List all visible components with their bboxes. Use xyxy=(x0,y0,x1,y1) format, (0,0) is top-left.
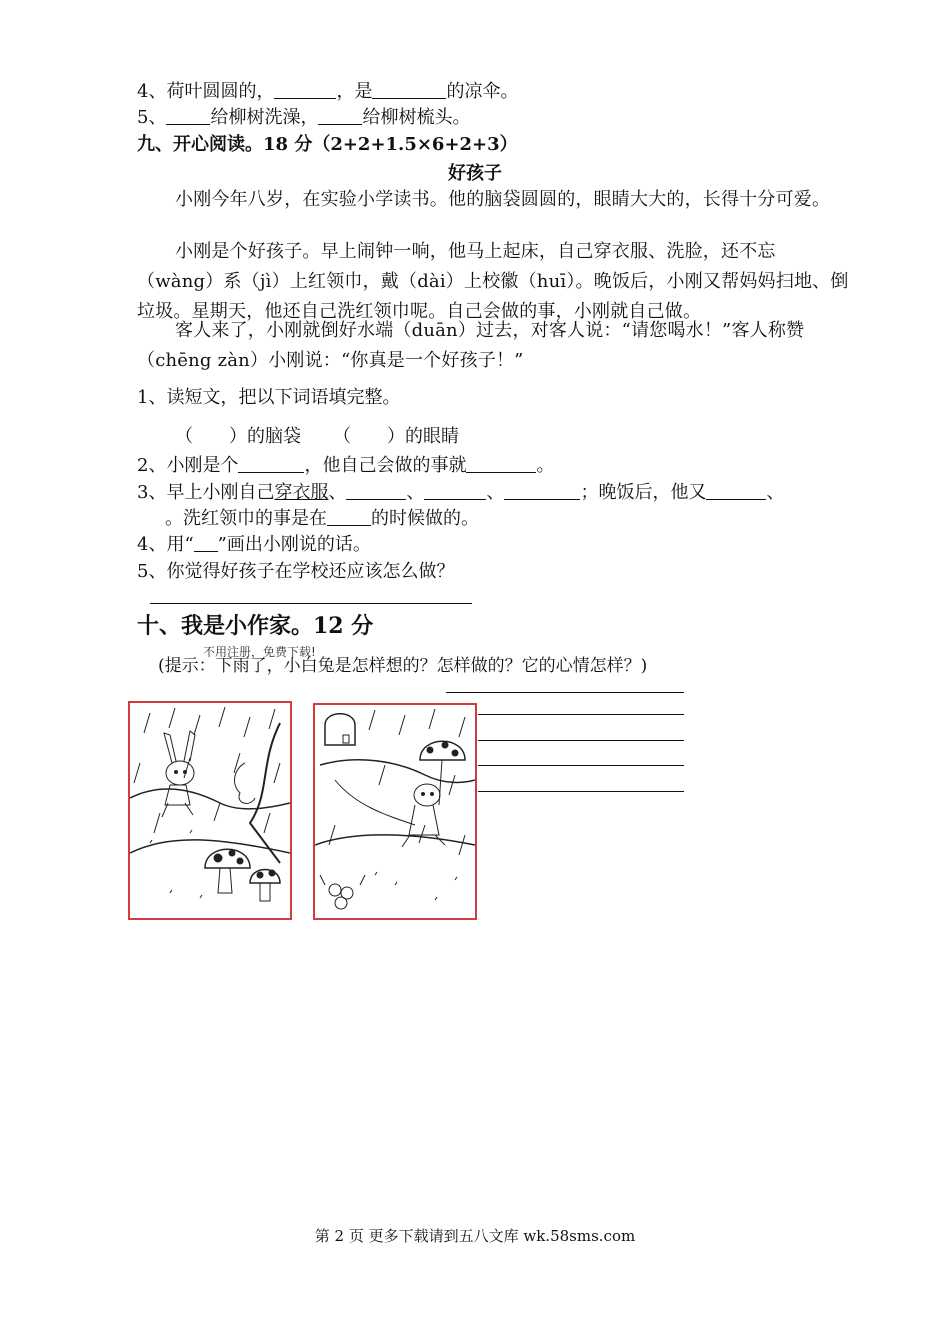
item5-blank-1[interactable] xyxy=(166,106,210,125)
section-10-hint: (提示：下雨了，小白兔是怎样想的？怎样做的？它的心情怎样？) xyxy=(158,656,648,676)
q4-text-a: 4、用“ xyxy=(137,534,194,555)
q3-sep-1: 、 xyxy=(328,482,347,503)
story-title: 好孩子 xyxy=(448,163,502,184)
q3-end: 、 xyxy=(766,482,785,503)
story-paragraph-3: 客人来了，小刚就倒好水端（duān）过去，对客人说：“请您喝水！”客人称赞（chēng zàn）小刚说：“你真是一个好孩子！” xyxy=(137,320,805,371)
fill-item-5 xyxy=(137,106,470,130)
q2-text-a: 2、小刚是个 xyxy=(137,455,239,476)
rabbit-rain-illustration xyxy=(130,703,290,918)
rabbit-mushroom-illustration xyxy=(315,705,475,918)
q4-blank[interactable] xyxy=(194,533,218,552)
question-3-line-2 xyxy=(165,507,479,531)
writing-line-1[interactable] xyxy=(446,692,684,693)
q3-blank-2[interactable] xyxy=(424,481,486,500)
q3-sep-3: 、 xyxy=(486,482,505,503)
q1-open-2: （ xyxy=(333,426,351,447)
q4-text-b: ”画出小刚说的话。 xyxy=(217,534,371,555)
q2-text-c: 。 xyxy=(536,455,555,476)
item5-text-b: 给柳树洗澡， xyxy=(210,107,319,128)
q3-sep-2: 、 xyxy=(406,482,425,503)
q3-blank-1[interactable] xyxy=(346,481,406,500)
question-2 xyxy=(137,454,554,478)
q2-text-b: ，他自己会做的事就 xyxy=(304,455,467,476)
writing-line-2[interactable] xyxy=(478,714,684,715)
item5-blank-2[interactable] xyxy=(318,106,362,125)
question-4 xyxy=(137,533,371,557)
q3-line2-a: 。洗红领巾的事是在 xyxy=(165,508,327,529)
story-paragraph-2: 小刚是个好孩子。早上闹钟一响，他马上起床，自己穿衣服、洗脸，还不忘（wàng）系（jì）上红领巾，戴（dài）上校徽（huī）。晚饭后，小刚又帮妈妈扫地、倒垃圾。星期天，他还自己洗红领巾呢。自己会做的事，小刚就自己做。 xyxy=(137,241,849,322)
item4-text-b: ，是 xyxy=(336,81,373,102)
q1-close-1: ）的脑袋 xyxy=(229,426,301,447)
item4-blank-2[interactable] xyxy=(372,80,446,99)
item5-text-a: 5、 xyxy=(137,107,167,128)
picture-rabbit-with-mushroom xyxy=(313,703,477,920)
writing-line-4[interactable] xyxy=(478,765,684,766)
q3-text-a: 3、早上小刚自己 xyxy=(137,482,275,503)
story-paragraph-1: 小刚今年八岁，在实验小学读书。他的脑袋圆圆的，眼睛大大的，长得十分可爱。 xyxy=(175,189,831,210)
item4-text-c: 的凉伞。 xyxy=(446,81,519,102)
watermark: 不用注册，免费下载! xyxy=(203,645,316,659)
q2-blank-2[interactable] xyxy=(466,454,536,473)
item4-blank-1[interactable] xyxy=(274,80,336,99)
section-9-heading: 九、开心阅读。18 分（2+2+1.5×6+2+3） xyxy=(137,134,518,155)
q3-example: 穿衣服 xyxy=(274,482,329,503)
writing-line-5[interactable] xyxy=(478,791,684,792)
fill-item-4 xyxy=(137,80,518,104)
writing-line-3[interactable] xyxy=(478,740,684,741)
q3-semicolon: ；晚饭后，他又 xyxy=(580,482,707,503)
q3-blank-5[interactable] xyxy=(327,507,371,526)
q2-blank-1[interactable] xyxy=(238,454,304,473)
question-1: 1、读短文，把以下词语填完整。 xyxy=(137,387,401,408)
q5-answer-line[interactable] xyxy=(150,603,472,604)
q3-line2-b: 的时候做的。 xyxy=(371,508,479,529)
picture-rabbit-in-rain xyxy=(128,701,292,920)
question-3 xyxy=(137,481,784,505)
item4-text-a: 4、荷叶圆圆的， xyxy=(137,81,275,102)
item5-text-c: 给柳树梳头。 xyxy=(362,107,471,128)
section-10-heading: 十、我是小作家。12 分 xyxy=(137,613,374,639)
q1-fill-row xyxy=(175,425,459,449)
q1-open-1: （ xyxy=(175,426,193,447)
q1-close-2: ）的眼睛 xyxy=(387,426,459,447)
q3-blank-3[interactable] xyxy=(504,481,580,500)
q3-blank-4[interactable] xyxy=(706,481,766,500)
question-5: 5、你觉得好孩子在学校还应该怎么做？ xyxy=(137,561,455,582)
page-footer: 第 2 页 更多下载请到五八文库 wk.58sms.com xyxy=(314,1227,636,1245)
